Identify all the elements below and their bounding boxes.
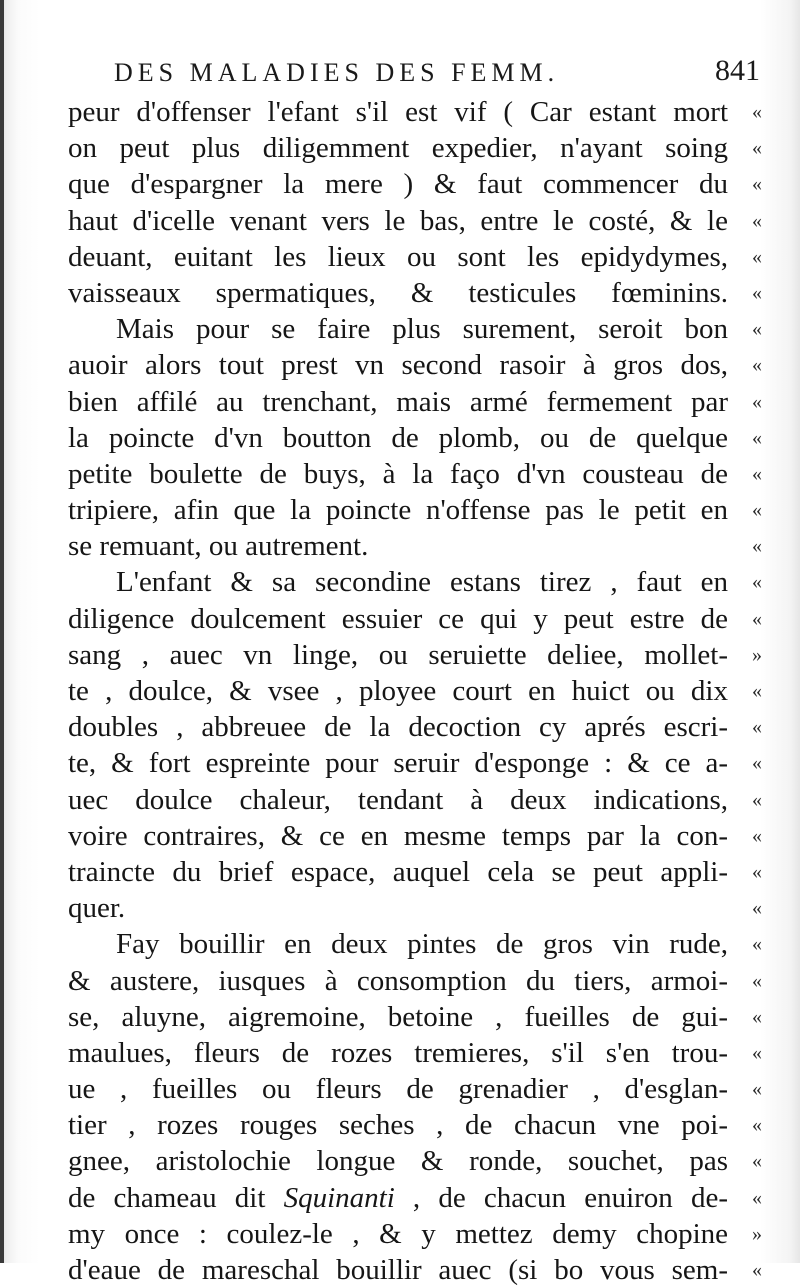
text-line-content: te , doulce, & vsee , ployee court en huict ou dix [68, 675, 728, 707]
text-line-content: gnee, aristolochie longue & ronde, souchet, pas [68, 1145, 728, 1178]
text-line [68, 384, 762, 420]
text-line-content: traincte du brief espace, auquel cela se peut appli- [68, 855, 728, 888]
text-line-content: petite boulette de buys, à la faço d'vn cousteau de [68, 457, 728, 490]
marginal-quote-mark: « [752, 1150, 762, 1173]
marginal-quote-mark: « [752, 173, 762, 196]
marginal-quote-mark: « [752, 1114, 762, 1137]
marginal-quote-mark: « [752, 860, 762, 883]
text-line [68, 203, 762, 239]
text-line [68, 275, 762, 311]
marginal-quote-mark: « [752, 209, 762, 232]
marginal-quote-mark: « [752, 571, 762, 594]
text-line [68, 782, 762, 818]
marginal-quote-mark: « [752, 354, 762, 377]
text-line-content: auoir alors tout prest vn second rasoir à gros dos, [68, 349, 728, 382]
text-line [68, 709, 762, 745]
marginal-quote-mark: « [752, 426, 762, 449]
marginal-quote-mark: « [752, 969, 762, 992]
page-number: 841 [715, 54, 760, 87]
text-line-content: se remuant, ou autrement. [68, 530, 369, 563]
marginal-quote-mark: « [752, 390, 762, 413]
text-line [68, 1143, 762, 1179]
body-text [68, 94, 762, 1288]
text-line [68, 166, 762, 202]
text-line-content: de chameau dit Squinanti , de chacun enuiron de- [68, 1181, 728, 1214]
text-line-content: que d'espargner la mere ) & faut commencer du [68, 168, 728, 201]
text-line-content: te, & fort espreinte pour seruir d'esponge : & ce a- [68, 747, 728, 780]
text-line [68, 999, 762, 1035]
text-line-content: L'enfant & sa secondine estans tirez , faut en [116, 566, 728, 599]
text-line [68, 1180, 762, 1216]
text-line [68, 492, 762, 528]
marginal-quote-mark: « [752, 1259, 762, 1281]
text-line [68, 1071, 762, 1107]
marginal-quote-mark: « [752, 499, 762, 522]
text-line [68, 1216, 762, 1252]
marginal-quote-mark: « [752, 1186, 762, 1209]
text-line [68, 420, 762, 456]
text-line-content: tier , rozes rouges seches , de chacun vne poi- [68, 1109, 728, 1142]
text-line-content: tripiere, afin que la poincte n'offense pas le petit en [68, 494, 728, 527]
text-line-content: maulues, fleurs de rozes tremieres, s'il s'en trou- [68, 1036, 728, 1069]
marginal-quote-mark: « [752, 933, 762, 956]
text-line-content: quer. [68, 892, 126, 925]
marginal-quote-mark: « [752, 101, 762, 123]
text-line-content: ue , fueilles ou fleurs de grenadier , d'esglan- [68, 1073, 728, 1106]
text-line [68, 963, 762, 999]
text-line [68, 94, 762, 130]
text-line-content: Fay bouillir en deux pintes de gros vin rude, [116, 928, 728, 961]
text-line [68, 1035, 762, 1071]
marginal-quote-mark: « [752, 281, 762, 304]
text-line [68, 528, 762, 564]
text-line [68, 1107, 762, 1143]
text-line [68, 854, 762, 890]
text-line-content: haut d'icelle venant vers le bas, entre le costé, & le [68, 204, 728, 237]
text-line-content: on peut plus diligemment expedier, n'ayant soing [68, 132, 728, 165]
text-line-content: sang , auec vn linge, ou seruiette deliee, mollet- [68, 638, 728, 671]
marginal-quote-mark: « [752, 1005, 762, 1028]
page-header [100, 50, 760, 92]
marginal-quote-mark: « [752, 137, 762, 160]
text-line [68, 564, 762, 600]
text-line [68, 239, 762, 275]
text-line-content: Mais pour se faire plus surement, seroit bon [116, 313, 728, 346]
marginal-quote-mark: « [752, 607, 762, 630]
text-line-content: peur d'offenser l'efant s'il est vif ( Car estant mort [68, 96, 728, 128]
marginal-quote-mark: « [752, 1078, 762, 1101]
page-binding-edge [0, 0, 4, 1263]
marginal-quote-mark: « [752, 824, 762, 847]
text-line-content: bien affilé au trenchant, mais armé fermement par [68, 385, 728, 418]
marginal-quote-mark: « [752, 752, 762, 775]
text-line-content: uec doulce chaleur, tendant à deux indications, [68, 783, 728, 816]
marginal-quote-mark: » [752, 1222, 762, 1245]
text-line-content: diligence doulcement essuier ce qui y peut estre de [68, 602, 728, 635]
marginal-quote-mark: « [752, 245, 762, 268]
text-line [68, 926, 762, 962]
marginal-quote-mark: « [752, 680, 762, 702]
marginal-quote-mark: « [752, 318, 762, 341]
marginal-quote-mark: » [752, 643, 762, 666]
marginal-quote-mark: « [752, 462, 762, 485]
text-line-content: d'eaue de mareschal bouillir auec (si bo vous sem- [68, 1254, 728, 1286]
text-line [68, 130, 762, 166]
text-line [68, 745, 762, 781]
text-line [68, 456, 762, 492]
text-line [68, 601, 762, 637]
marginal-quote-mark: « [752, 1041, 762, 1064]
text-line [68, 673, 762, 709]
text-line [68, 347, 762, 383]
marginal-quote-mark: « [752, 788, 762, 811]
marginal-quote-mark: « [752, 897, 762, 920]
text-line [68, 311, 762, 347]
text-line-content: la poincte d'vn boutton de plomb, ou de quelque [68, 421, 728, 454]
text-line-content: deuant, euitant les lieux ou sont les epidydymes, [68, 240, 728, 273]
text-line-content: se, aluyne, aigremoine, betoine , fueilles de gui- [68, 1000, 728, 1033]
marginal-quote-mark: « [752, 716, 762, 739]
running-head: DES MALADIES DES FEMM. [114, 58, 560, 87]
text-line-content: my once : coulez-le , & y mettez demy chopine [68, 1217, 728, 1250]
text-line [68, 637, 762, 673]
text-line [68, 1252, 762, 1288]
text-line-content: vaisseaux spermatiques, & testicules fœminins. [68, 276, 728, 309]
text-line-content: doubles , abbreuee de la decoction cy aprés escri- [68, 711, 728, 744]
marginal-quote-mark: « [752, 535, 762, 558]
text-line-content: & austere, iusques à consomption du tiers, armoi- [68, 964, 728, 997]
text-line-content: voire contraires, & ce en mesme temps par la con- [68, 819, 728, 852]
text-line [68, 890, 762, 926]
text-line [68, 818, 762, 854]
